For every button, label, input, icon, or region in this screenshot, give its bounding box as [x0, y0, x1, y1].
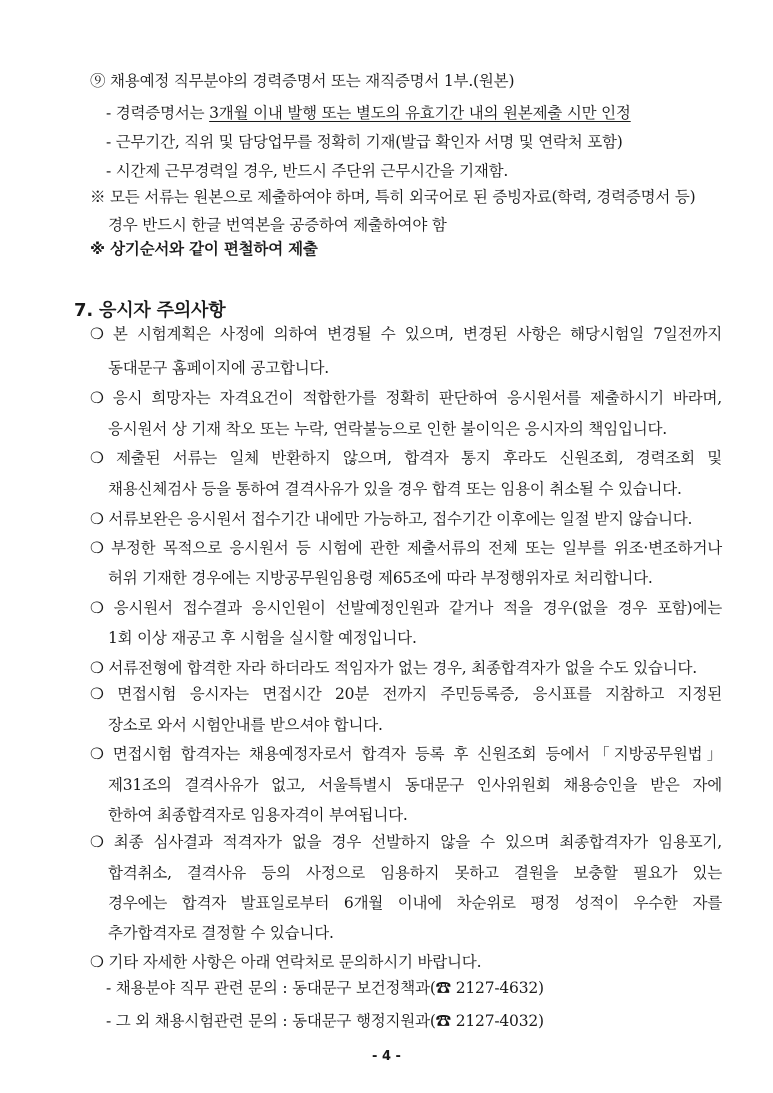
item-9-sub-1 — [106, 102, 631, 124]
notice-item-7-line-1: ❍ 서류전형에 합격한 자라 하더라도 적임자가 없는 경우, 최종합격자가 없을 수도 있습니다. — [90, 659, 697, 677]
notice-item-5-line-2: 허위 기재한 경우에는 지방공무원임용령 제65조에 따라 부정행위자로 처리합니다. — [108, 569, 653, 587]
notice-item-5-line-1: ❍ 부정한 목적으로 응시원서 등 시험에 관한 제출서류의 전체 또는 일부를 위조·변조하거나 — [90, 539, 722, 557]
notice-item-6-line-2: 1회 이상 재공고 후 시험을 실시할 예정입니다. — [108, 629, 417, 647]
notice-item-6-line-1: ❍ 응시원서 접수결과 응시인원이 선발예정인원과 같거나 적을 경우(없을 경우 포함)에는 — [90, 599, 722, 617]
notice-item-3-line-2: 채용신체검사 등을 통하여 결격사유가 있을 경우 합격 또는 임용이 취소될 수 있습니다. — [108, 480, 682, 498]
contact-2: - 그 외 채용시험관련 문의 : 동대문구 행정지원과(☎ 2127-4032) — [106, 1012, 544, 1030]
item-9-title: ⑨ 채용예정 직무분야의 경력증명서 또는 재직증명서 1부.(원본) — [90, 72, 515, 90]
bold-note: ※ 상기순서와 같이 편철하여 제출 — [90, 240, 318, 258]
notice-item-2-line-1: ❍ 응시 희망자는 자격요건이 적합한가를 정확히 판단하여 응시원서를 제출하시기 바라며, — [90, 389, 722, 407]
notice-item-9-line-2: 제31조의 결격사유가 없고, 서울특별시 동대문구 인사위원회 채용승인을 받은 자에 — [108, 776, 722, 794]
notice-item-1-line-2: 동대문구 홈페이지에 공고합니다. — [108, 359, 330, 377]
notice-item-9-line-3: 한하여 최종합격자로 임용자격이 부여됩니다. — [108, 806, 408, 824]
item-9-sub-1-underlined: 3개월 이내 발행 또는 별도의 유효기간 내의 원본제출 시만 인정 — [209, 104, 631, 122]
notice-item-8-line-2: 장소로 와서 시험안내를 받으셔야 합니다. — [108, 716, 383, 734]
notice-item-4-line-1: ❍ 서류보완은 응시원서 접수기간 내에만 가능하고, 접수기간 이후에는 일절 받지 않습니다. — [90, 510, 693, 528]
note-line-1: ※ 모든 서류는 원본으로 제출하여야 하며, 특히 외국어로 된 증빙자료(학력, 경력증명서 등) — [90, 188, 696, 206]
page-number: - 4 - — [372, 1049, 401, 1064]
notice-item-11-line-1: ❍ 기타 자세한 사항은 아래 연락처로 문의하시기 바랍니다. — [90, 953, 482, 971]
notice-item-10-line-1: ❍ 최종 심사결과 적격자가 없을 경우 선발하지 않을 수 있으며 최종합격자가 임용포기, — [90, 833, 722, 851]
section-7-heading: 7. 응시자 주의사항 — [74, 300, 226, 321]
note-line-2: 경우 반드시 한글 번역본을 공증하여 제출하여야 함 — [108, 216, 447, 234]
notice-item-8-line-1: ❍ 면접시험 응시자는 면접시간 20분 전까지 주민등록증, 응시표를 지참하고 지정된 — [90, 685, 722, 703]
notice-item-1-line-1: ❍ 본 시험계획은 사정에 의하여 변경될 수 있으며, 변경된 사항은 해당시험일 7일전까지 — [90, 325, 722, 343]
item-9-sub-2: - 근무기간, 직위 및 담당업무를 정확히 기재(발급 확인자 서명 및 연락처 포함) — [106, 133, 623, 151]
notice-item-9-line-1: ❍ 면접시험 합격자는 채용예정자로서 합격자 등록 후 신원조회 등에서「지방공무원법」 — [90, 745, 722, 763]
item-9-sub-1-prefix: - 경력증명서는 — [106, 104, 210, 122]
item-9-sub-3: - 시간제 근무경력일 경우, 반드시 주단위 근무시간을 기재함. — [106, 162, 509, 180]
notice-item-2-line-2: 응시원서 상 기재 착오 또는 누락, 연락불능으로 인한 불이익은 응시자의 책임입니다. — [108, 420, 668, 438]
notice-item-10-line-3: 경우에는 합격자 발표일로부터 6개월 이내에 차순위로 평정 성적이 우수한 자를 — [108, 894, 722, 912]
notice-item-10-line-4: 추가합격자로 결정할 수 있습니다. — [108, 924, 334, 942]
notice-item-3-line-1: ❍ 제출된 서류는 일체 반환하지 않으며, 합격자 통지 후라도 신원조회, 경력조회 및 — [90, 449, 722, 467]
contact-1: - 채용분야 직무 관련 문의 : 동대문구 보건정책과(☎ 2127-4632) — [106, 979, 544, 997]
notice-item-10-line-2: 합격취소, 결격사유 등의 사정으로 임용하지 못하고 결원을 보충할 필요가 있는 — [108, 864, 722, 882]
